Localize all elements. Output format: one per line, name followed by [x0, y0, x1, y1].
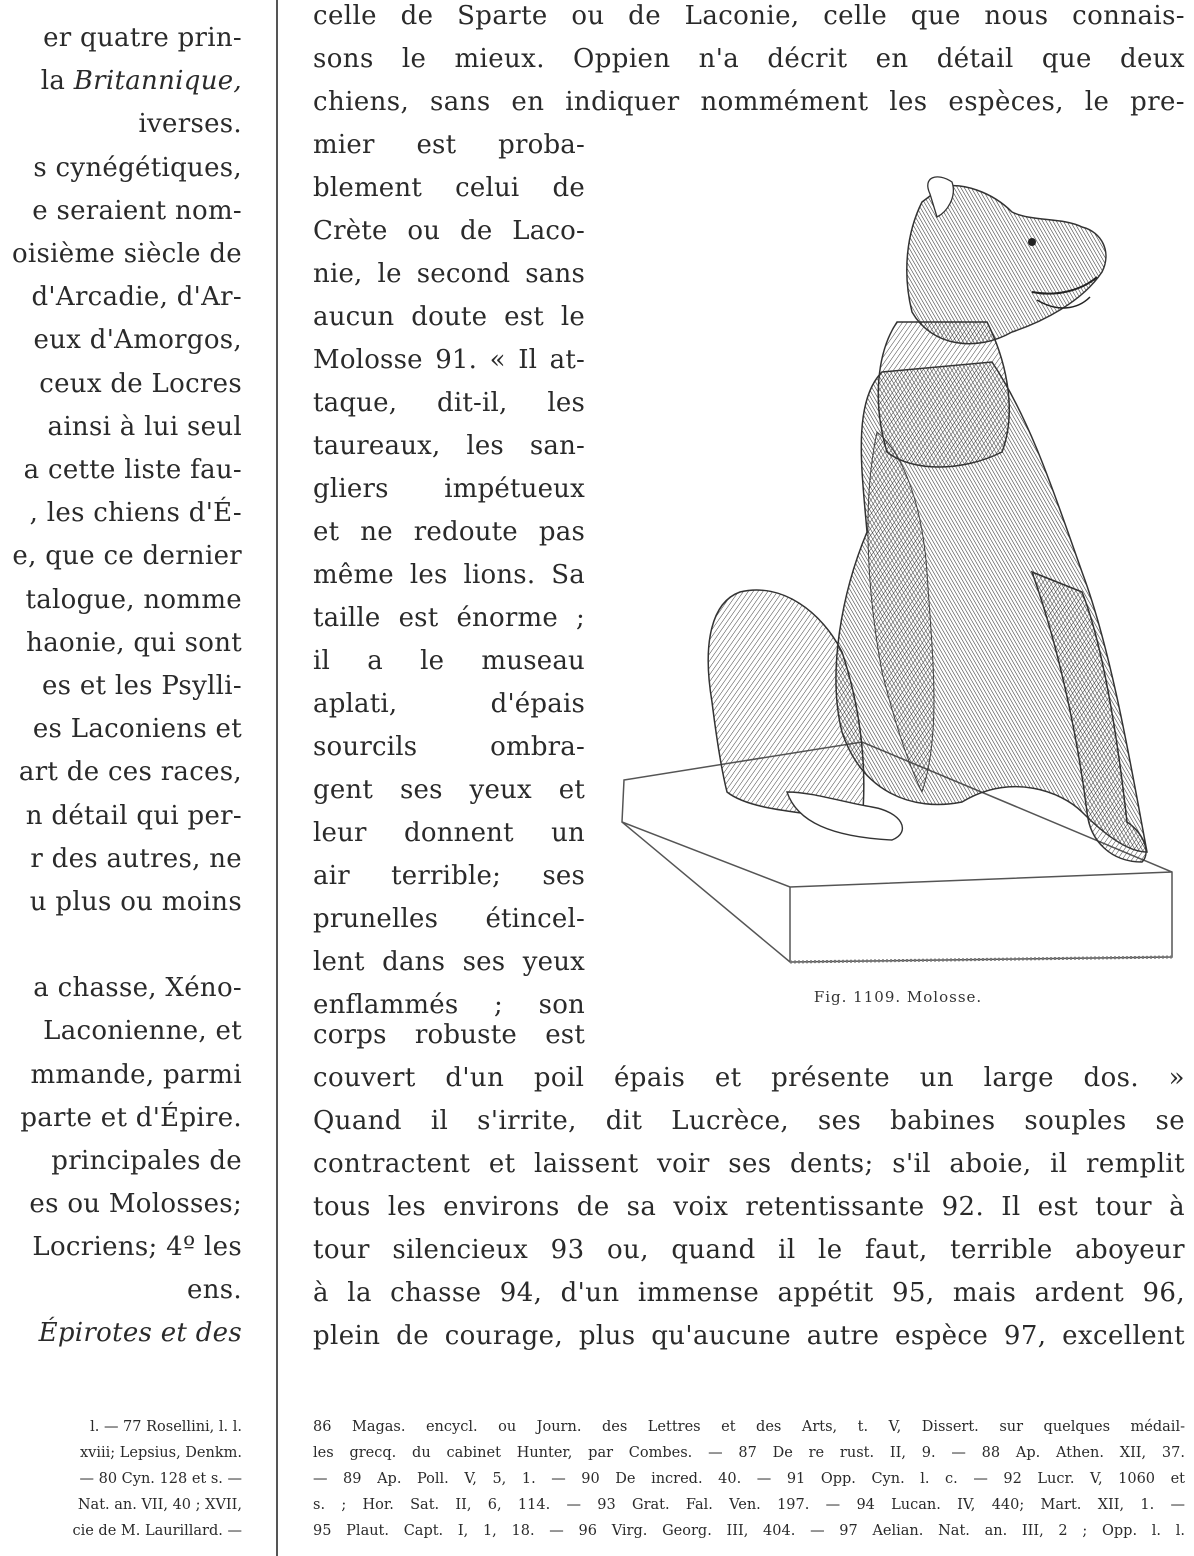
- left-text-line: d'Arcadie, d'Ar-: [31, 282, 242, 312]
- main-text-line: couvert d'un poil épais et présente un large dos. »: [313, 1063, 1185, 1093]
- narrow-text-line: mier est proba-: [313, 130, 585, 160]
- left-footnote-line: Nat. an. VII, 40 ; XVII,: [77, 1497, 242, 1513]
- narrow-text-line: aplati, d'épais: [313, 689, 585, 719]
- narrow-text-line: leur donnent un: [313, 818, 585, 848]
- main-text-line: celle de Sparte ou de Laconie, celle que nous connais-: [313, 1, 1185, 31]
- main-text-line: tous les environs de sa voix retentissante 92. Il est tour à: [313, 1192, 1185, 1222]
- narrow-text-line: taille est énorme ;: [313, 603, 585, 633]
- narrow-text-line: air terrible; ses: [313, 861, 585, 891]
- narrow-text-line: enflammés ; son: [313, 990, 585, 1020]
- molossian-dog-statue-icon: [612, 172, 1184, 972]
- footnote-line: s. ; Hor. Sat. II, 6, 114. — 93 Grat. Fal. Ven. 197. — 94 Lucan. IV, 440; Mart. XII, 1. —: [313, 1497, 1185, 1513]
- left-text-line: e, que ce dernier: [12, 541, 242, 571]
- narrow-text-line: Molosse 91. « Il at-: [313, 345, 585, 375]
- left-text-line: a chasse, Xéno-: [33, 973, 242, 1003]
- narrow-text-line: gliers impétueux: [313, 474, 585, 504]
- left-text-line: a cette liste fau-: [23, 455, 242, 485]
- main-text-line: Quand il s'irrite, dit Lucrèce, ses babines souples se: [313, 1106, 1185, 1136]
- footnote-line: 95 Plaut. Capt. I, 1, 18. — 96 Virg. Georg. III, 404. — 97 Aelian. Nat. an. III, 2 ; Opp. l. l.: [313, 1523, 1185, 1539]
- left-text-line: oisième siècle de: [11, 239, 242, 269]
- narrow-text-line: Crète ou de Laco-: [313, 216, 585, 246]
- narrow-text-line: et ne redoute pas: [313, 517, 585, 547]
- left-text-line: er quatre prin-: [43, 23, 242, 53]
- left-text-line: ens.: [187, 1275, 242, 1305]
- left-text-line: Laconienne, et: [43, 1016, 242, 1046]
- narrow-text-line: sourcils ombra-: [313, 732, 585, 762]
- left-text-line: , les chiens d'É-: [29, 498, 242, 528]
- molosse-figure: [612, 172, 1184, 972]
- left-text-line: r des autres, ne: [30, 844, 242, 874]
- narrow-text-line: nie, le second sans: [313, 259, 585, 289]
- left-text-line: es Laconiens et: [32, 714, 242, 744]
- left-text-line: es et les Psylli-: [41, 671, 242, 701]
- main-text-line: sons le mieux. Oppien n'a décrit en détail que deux: [313, 44, 1185, 74]
- narrow-text-line: blement celui de: [313, 173, 585, 203]
- narrow-text-line: lent dans ses yeux: [313, 947, 585, 977]
- left-italic-fragment: Britannique,: [73, 66, 242, 96]
- left-footnote-line: — 80 Cyn. 128 et s. —: [79, 1471, 242, 1487]
- footnote-line: les grecq. du cabinet Hunter, par Combes. — 87 De re rust. II, 9. — 88 Ap. Athen. XII, 37.: [313, 1445, 1185, 1461]
- narrow-text-line: taque, dit-il, les: [313, 388, 585, 418]
- left-text-line: Locriens; 4º les: [32, 1232, 242, 1262]
- left-footnote-line: xviii; Lepsius, Denkm.: [79, 1445, 242, 1461]
- column-divider: [276, 0, 278, 1556]
- left-text-line: parte et d'Épire.: [20, 1103, 242, 1133]
- left-text-line: es ou Molosses;: [29, 1189, 242, 1219]
- left-footnote-line: cie de M. Laurillard. —: [72, 1523, 242, 1539]
- main-text-line: tour silencieux 93 ou, quand il le faut, terrible aboyeur: [313, 1235, 1185, 1265]
- left-text-line: n détail qui per-: [25, 801, 242, 831]
- left-text-line: ainsi à lui seul: [47, 412, 242, 442]
- left-text-line: s cynégétiques,: [33, 153, 242, 183]
- figure-caption: Fig. 1109. Molosse.: [813, 988, 983, 1006]
- left-text-line: u plus ou moins: [29, 887, 242, 917]
- left-text-line: [39, 1313, 242, 1354]
- narrow-text-line: même les lions. Sa: [313, 560, 585, 590]
- left-text-line: iverses.: [138, 109, 242, 139]
- left-text-line: haonie, qui sont: [26, 628, 242, 658]
- narrow-text-line: taureaux, les san-: [313, 431, 585, 461]
- footnote-line: — 89 Ap. Poll. V, 5, 1. — 90 De incred. 40. — 91 Opp. Cyn. l. c. — 92 Lucr. V, 1060 et: [313, 1471, 1185, 1487]
- narrow-text-line: aucun doute est le: [313, 302, 585, 332]
- left-text-line: art de ces races,: [18, 757, 242, 787]
- narrow-text-line: il a le museau: [313, 646, 585, 676]
- narrow-text-line: gent ses yeux et: [313, 775, 585, 805]
- left-text-line: principales de: [51, 1146, 242, 1176]
- narrow-text-line: corps robuste est: [313, 1020, 585, 1050]
- left-text-line: eux d'Amorgos,: [33, 325, 242, 355]
- footnote-line: 86 Magas. encycl. ou Journ. des Lettres et des Arts, t. V, Dissert. sur quelques médail-: [313, 1419, 1185, 1435]
- left-italic-line: Épirotes et des: [38, 1318, 242, 1348]
- left-text-line: talogue, nomme: [25, 585, 242, 615]
- narrow-text-line: prunelles étincel-: [313, 904, 585, 934]
- main-text-line: à la chasse 94, d'un immense appétit 95, mais ardent 96,: [313, 1278, 1185, 1308]
- left-text-line: e seraient nom-: [32, 196, 242, 226]
- main-text-line: chiens, sans en indiquer nommément les espèces, le pre-: [313, 87, 1185, 117]
- left-footnote-line: l. — 77 Rosellini, l. l.: [90, 1419, 242, 1435]
- left-text-line: mmande, parmi: [30, 1060, 242, 1090]
- left-text-line: la Britannique,: [40, 66, 242, 96]
- main-text-line: plein de courage, plus qu'aucune autre espèce 97, excellent: [313, 1321, 1185, 1351]
- main-text-line: contractent et laissent voir ses dents; s'il aboie, il remplit: [313, 1149, 1185, 1179]
- left-text-line: ceux de Locres: [39, 369, 242, 399]
- left-column-clipped: [0, 0, 242, 1556]
